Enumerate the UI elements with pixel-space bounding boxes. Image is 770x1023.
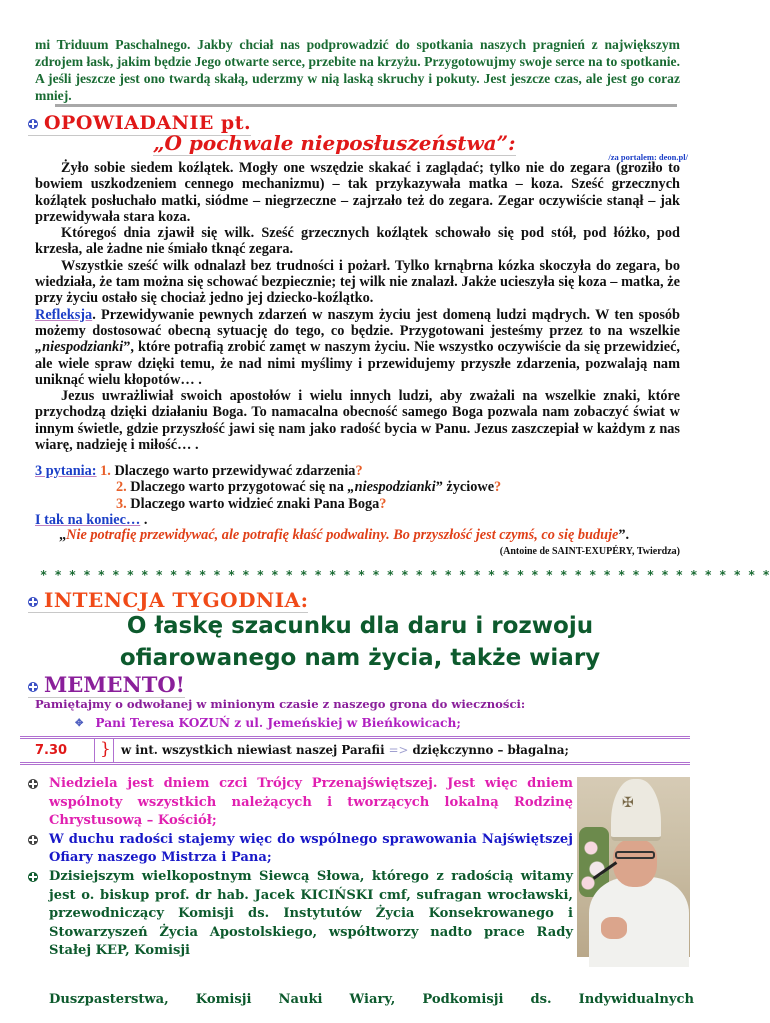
story-paragraph: Któregoś dnia zjawił się wilk. Sześć grzecznych koźlątek schowało się pod stół, pod łóżko, pod krzesła, ale żadne nie śmiało tknąć zegara.: [35, 225, 680, 258]
closing-label: I tak na koniec…: [35, 511, 141, 528]
question-mark: ?: [494, 479, 502, 496]
cross-bullet-icon: [28, 835, 38, 845]
arrow-icon: =>: [388, 743, 409, 757]
cross-icon: ✠: [622, 795, 634, 811]
quote-text: Nie potrafię przewidywać, ale potrafię kłaść podwaliny. Bo przyszłość jest czymś, co się buduje: [66, 527, 619, 543]
announcement-last-line: Duszpasterstwa, Komisji Nauki Wiary, Podkomisji ds. Indywidualnych: [49, 992, 694, 1007]
questions-label: 3 pytania:: [35, 463, 97, 479]
quote-close: ”.: [618, 527, 630, 543]
announcement-text: Niedziela jest dniem czci Trójcy Przenajświętszej. Jest więc dniem wspólnoty wszystkich należących i tworzących lokalną Rodzinę Chrystusową – Kościół;: [49, 776, 573, 829]
question-item: [35, 463, 680, 479]
story-paragraph: Żyło sobie siedem koźlątek. Mogły one wszędzie skakać i zaglądać; tylko nie do zegara (groziło to bowiem uszkodzeniem cennego mechanizmu) – tak przykazywała matka – koza. Sześć grzecznych koźlątek posłuchało matki, siódme – niegrzeczne – zajrzało też do zegara. Zegar oczywiście stanął – jak przewidywała stara koza.: [35, 160, 680, 225]
announcement-item: [28, 868, 573, 961]
reflection-text: . Przewidywanie pewnych zdarzeń w naszym życiu jest domeną ludzi mądrych. W ten sposób możemy dostosować obecną sytuację do tego, co będzie. Przygotowani jesteśmy przez to na wszelkie: [35, 306, 680, 339]
mass-intention: [121, 743, 569, 757]
mitre: [611, 779, 661, 841]
announcement-text: Dzisiejszym wielkopostnym Siewcą Słowa, którego z radością witamy jest o. biskup prof. dr hab. Jacek KICIŃSKI cmf, sufragan wrocławski, przewodniczący Komisji ds. Instytutów Życia Konsekrowanego i Stowarzyszeń Życia Apostolskiego, współtworzy nadto prace Rady Stałej KEP, Komisji: [49, 868, 573, 959]
question-text-end: ” życiowe: [435, 479, 495, 496]
question-item: [35, 496, 680, 512]
story-body: [35, 160, 680, 453]
memento-item: [75, 716, 461, 730]
reflection-label: Refleksja: [35, 306, 93, 323]
announcement-item: [28, 831, 573, 868]
story-paragraph-jesus: Jezus uwrażliwiał swoich apostołów i wielu innych ludzi, aby zważali na wszelkie znaki, które przychodzą dzięki działaniu Boga. To namacalna obecność samego Boga pozwala nam zobaczyć świat w innym świetle, gdzie przyszłość jawi się nam jako radość bycia w Panu. Jezus zaszczepiał w każdym z nas wiarę, nadzieję i miłość… .: [35, 388, 680, 454]
cross-bullet-icon: [28, 872, 38, 882]
story-title: „O pochwale nieposłuszeństwa”:: [153, 131, 516, 155]
mass-time: 7.30: [35, 743, 68, 758]
questions-block: [35, 463, 680, 528]
closing-label-row: [35, 512, 680, 528]
memento-heading-text: MEMENTO!: [44, 672, 185, 697]
divider: [55, 104, 677, 107]
intention-line: ofiarowanego nam życia, także wiary: [119, 645, 601, 671]
diamond-bullet-icon: ✥: [75, 718, 84, 729]
face: [613, 839, 657, 887]
memento-item-text: Pani Teresa KOZUŃ z ul. Jemeńskiej w Bieńkowicach;: [95, 716, 461, 730]
cross-bullet-icon: [28, 682, 38, 692]
intention-heading-text: INTENCJA TYGODNIA:: [44, 588, 309, 612]
mass-text-end: dziękczynno – błagalna;: [408, 743, 569, 757]
mass-row: [20, 736, 690, 765]
quote-block: [35, 527, 680, 557]
question-text: Dlaczego warto widzieć znaki Pana Boga: [126, 495, 380, 512]
hand: [601, 917, 627, 939]
quote-line: [35, 527, 680, 544]
announcement-item: [28, 775, 573, 831]
announcements: [28, 775, 573, 961]
intention-line: O łaskę szacunku dla daru i rozwoju: [126, 613, 594, 639]
brace-icon: }: [100, 739, 111, 759]
question-text: Dlaczego warto przewidywać zdarzenia: [110, 463, 356, 479]
reflection-text-end: ”, które potrafią zrobić zamęt w naszym życiu. Nie wszystko oczywiście da się przewidzieć, ale wiele spraw dzięki temu, że nad nimi myślimy i przewidujemy przyszłe zdarzenia, pozwalają nam uniknąć wielu kłopotów… .: [35, 339, 680, 388]
question-number: 3.: [116, 495, 127, 512]
mass-text: w int. wszystkich niewiast naszej Parafii: [121, 743, 389, 757]
quote-author: (Antoine de SAINT-EXUPÉRY, Twierdza): [499, 545, 680, 557]
reflection-italic: „niespodzianki: [35, 339, 124, 356]
question-text: Dlaczego warto przygotować się na: [126, 479, 348, 496]
reflection-paragraph: [35, 307, 680, 388]
question-mark: ?: [355, 463, 363, 479]
cross-bullet-icon: [28, 597, 38, 607]
intention-text: [40, 610, 680, 674]
quote-open: „: [59, 527, 67, 543]
closing-dot: .: [140, 511, 148, 528]
divider: [113, 739, 114, 762]
story-paragraph: Wszystkie sześć wilk odnalazł bez trudności i pożarł. Tylko krnąbrna kózka skoczyła do zegara, bo wiedziała, że tam można się schować bezpiecznie; tej wilk nie znalazł. Jakże ucieszyła się koza – matka, że przy życiu ostało się chociaż jedno jej dziecko-koźlątko.: [35, 257, 680, 307]
question-italic: „niespodzianki: [347, 479, 436, 496]
question-item: [35, 479, 680, 495]
story-heading-text: OPOWIADANIE pt.: [44, 112, 252, 134]
glasses: [615, 851, 655, 859]
bishop-photo: [577, 777, 690, 957]
memento-lead: Pamiętajmy o odwołanej w minionym czasie z naszego grona do wieczności:: [35, 697, 526, 711]
question-mark: ?: [379, 495, 387, 512]
cross-bullet-icon: [28, 119, 38, 129]
star-separator: * * * * * * * * * * * * * * * * * * * * * * * * * * * * * * * * * * * * * * * * * * * * * * * * * * *: [40, 568, 770, 582]
question-number: 1.: [100, 463, 111, 479]
question-number: 2.: [116, 479, 127, 496]
story-source: /za portalem: deon.pl/: [608, 152, 688, 162]
divider: [94, 739, 95, 762]
memento-heading: [28, 672, 185, 698]
announcement-text: W duchu radości stajemy więc do wspólnego sprawowania Najświętszej Ofiary naszego Mistrza i Pana;: [49, 831, 573, 866]
cross-bullet-icon: [28, 779, 38, 789]
intro-paragraph: mi Triduum Paschalnego. Jakby chciał nas podprowadzić do spotkania naszych pragnień z największym zdrojem łask, jakim będzie Jego otwarte serce, przebite na krzyżu. Przygotowujmy swoje serce na to spotkanie. A jeśli jeszcze jest ono twardą skałą, uderzmy w nią laską skruchy i pokuty. Jest jeszcze czas, ale jest go coraz mniej.: [35, 37, 680, 103]
